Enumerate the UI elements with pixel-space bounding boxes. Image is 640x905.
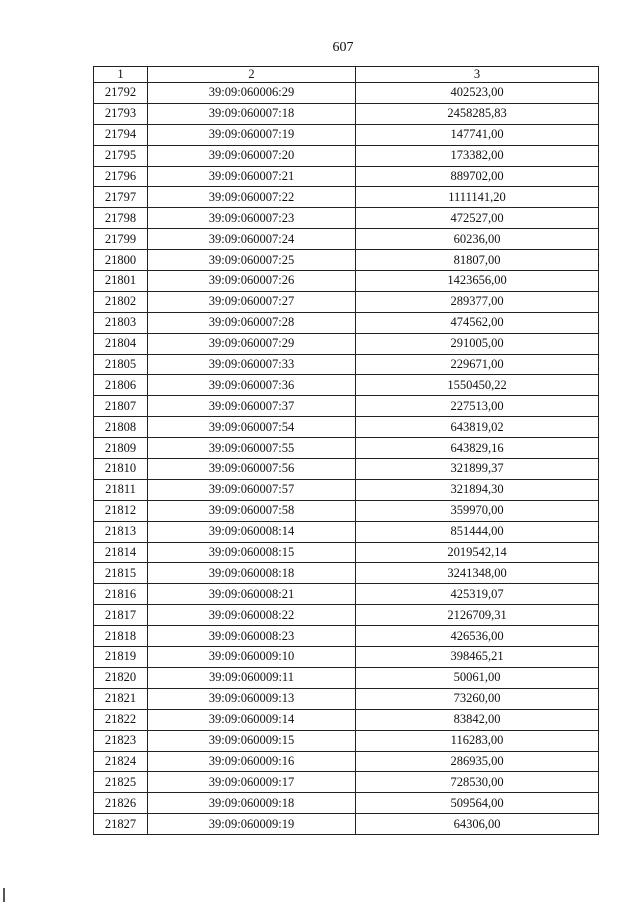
- table-row: [94, 333, 599, 354]
- value-cell: 116283,00: [356, 730, 599, 751]
- row-number-cell: 21805: [94, 354, 148, 375]
- value-cell: 2126709,31: [356, 605, 599, 626]
- cadastral-number-cell: 39:09:060009:13: [148, 688, 356, 709]
- cadastral-number-cell: 39:09:060007:19: [148, 124, 356, 145]
- cadastral-number-cell: 39:09:060008:21: [148, 584, 356, 605]
- value-cell: 3241348,00: [356, 563, 599, 584]
- value-cell: 398465,21: [356, 647, 599, 668]
- table-row: [94, 626, 599, 647]
- row-number-cell: 21803: [94, 312, 148, 333]
- cadastral-number-cell: 39:09:060009:14: [148, 709, 356, 730]
- table-row: [94, 417, 599, 438]
- value-cell: 229671,00: [356, 354, 599, 375]
- row-number-cell: 21827: [94, 814, 148, 835]
- table-row: [94, 500, 599, 521]
- table-row: [94, 814, 599, 835]
- cadastral-number-cell: 39:09:060007:36: [148, 375, 356, 396]
- table-row: [94, 584, 599, 605]
- value-cell: 643819,02: [356, 417, 599, 438]
- table-body: [94, 83, 599, 835]
- value-cell: 1423656,00: [356, 271, 599, 292]
- table-row: [94, 730, 599, 751]
- cadastral-number-cell: 39:09:060007:37: [148, 396, 356, 417]
- table-row: [94, 229, 599, 250]
- value-cell: 50061,00: [356, 667, 599, 688]
- value-cell: 359970,00: [356, 500, 599, 521]
- value-cell: 321894,30: [356, 479, 599, 500]
- table-row: [94, 312, 599, 333]
- table-row: [94, 83, 599, 104]
- table-row: [94, 751, 599, 772]
- table-row: [94, 271, 599, 292]
- table-row: [94, 124, 599, 145]
- row-number-cell: 21793: [94, 103, 148, 124]
- table-row: [94, 647, 599, 668]
- table-row: [94, 688, 599, 709]
- cadastral-number-cell: 39:09:060007:58: [148, 500, 356, 521]
- cadastral-number-cell: 39:09:060007:18: [148, 103, 356, 124]
- cadastral-number-cell: 39:09:060007:24: [148, 229, 356, 250]
- row-number-cell: 21826: [94, 793, 148, 814]
- table-row: [94, 605, 599, 626]
- row-number-cell: 21792: [94, 83, 148, 104]
- value-cell: 851444,00: [356, 521, 599, 542]
- table-row: [94, 375, 599, 396]
- row-number-cell: 21816: [94, 584, 148, 605]
- row-number-cell: 21815: [94, 563, 148, 584]
- cadastral-number-cell: 39:09:060007:22: [148, 187, 356, 208]
- value-cell: 64306,00: [356, 814, 599, 835]
- value-cell: 425319,07: [356, 584, 599, 605]
- table-row: [94, 291, 599, 312]
- cadastral-number-cell: 39:09:060008:23: [148, 626, 356, 647]
- cadastral-number-cell: 39:09:060009:11: [148, 667, 356, 688]
- row-number-cell: 21797: [94, 187, 148, 208]
- table-row: [94, 667, 599, 688]
- column-header-2: 2: [148, 67, 356, 83]
- row-number-cell: 21818: [94, 626, 148, 647]
- value-cell: 73260,00: [356, 688, 599, 709]
- value-cell: 291005,00: [356, 333, 599, 354]
- cadastral-number-cell: 39:09:060009:15: [148, 730, 356, 751]
- value-cell: 509564,00: [356, 793, 599, 814]
- table-row: [94, 521, 599, 542]
- value-cell: 2019542,14: [356, 542, 599, 563]
- column-header-1: 1: [94, 67, 148, 83]
- row-number-cell: 21808: [94, 417, 148, 438]
- row-number-cell: 21813: [94, 521, 148, 542]
- value-cell: 2458285,83: [356, 103, 599, 124]
- row-number-cell: 21821: [94, 688, 148, 709]
- value-cell: 728530,00: [356, 772, 599, 793]
- cadastral-number-cell: 39:09:060007:21: [148, 166, 356, 187]
- cadastral-number-cell: 39:09:060007:54: [148, 417, 356, 438]
- table-header-row: [94, 67, 599, 83]
- column-header-3: 3: [356, 67, 599, 83]
- cadastral-number-cell: 39:09:060007:55: [148, 438, 356, 459]
- table-row: [94, 772, 599, 793]
- table-row: [94, 459, 599, 480]
- value-cell: 643829,16: [356, 438, 599, 459]
- cadastral-number-cell: 39:09:060009:19: [148, 814, 356, 835]
- row-number-cell: 21814: [94, 542, 148, 563]
- value-cell: 474562,00: [356, 312, 599, 333]
- value-cell: 286935,00: [356, 751, 599, 772]
- value-cell: 60236,00: [356, 229, 599, 250]
- value-cell: 889702,00: [356, 166, 599, 187]
- table-row: [94, 103, 599, 124]
- page-number: 607: [332, 40, 354, 55]
- row-number-cell: 21800: [94, 250, 148, 271]
- cadastral-number-cell: 39:09:060009:10: [148, 647, 356, 668]
- table-row: [94, 187, 599, 208]
- cadastral-number-cell: 39:09:060007:28: [148, 312, 356, 333]
- row-number-cell: 21799: [94, 229, 148, 250]
- value-cell: 289377,00: [356, 291, 599, 312]
- value-cell: 83842,00: [356, 709, 599, 730]
- table-row: [94, 542, 599, 563]
- row-number-cell: 21823: [94, 730, 148, 751]
- table-row: [94, 396, 599, 417]
- scan-edge-mark: [3, 888, 5, 902]
- row-number-cell: 21796: [94, 166, 148, 187]
- cadastral-number-cell: 39:09:060006:29: [148, 83, 356, 104]
- table-row: [94, 166, 599, 187]
- row-number-cell: 21798: [94, 208, 148, 229]
- row-number-cell: 21822: [94, 709, 148, 730]
- table-row: [94, 354, 599, 375]
- row-number-cell: 21820: [94, 667, 148, 688]
- value-cell: 472527,00: [356, 208, 599, 229]
- value-cell: 173382,00: [356, 145, 599, 166]
- cadastral-number-cell: 39:09:060007:20: [148, 145, 356, 166]
- cadastral-number-cell: 39:09:060009:16: [148, 751, 356, 772]
- cadastral-number-cell: 39:09:060007:23: [148, 208, 356, 229]
- table-row: [94, 208, 599, 229]
- row-number-cell: 21802: [94, 291, 148, 312]
- table-row: [94, 438, 599, 459]
- value-cell: 1111141,20: [356, 187, 599, 208]
- cadastral-number-cell: 39:09:060007:57: [148, 479, 356, 500]
- table-row: [94, 479, 599, 500]
- cadastral-number-cell: 39:09:060009:17: [148, 772, 356, 793]
- cadastral-number-cell: 39:09:060007:26: [148, 271, 356, 292]
- row-number-cell: 21810: [94, 459, 148, 480]
- value-cell: 402523,00: [356, 83, 599, 104]
- row-number-cell: 21804: [94, 333, 148, 354]
- cadastral-number-cell: 39:09:060007:33: [148, 354, 356, 375]
- cadastral-number-cell: 39:09:060007:56: [148, 459, 356, 480]
- table-row: [94, 250, 599, 271]
- row-number-cell: 21794: [94, 124, 148, 145]
- cadastral-number-cell: 39:09:060008:14: [148, 521, 356, 542]
- cadastral-number-cell: 39:09:060007:29: [148, 333, 356, 354]
- row-number-cell: 21801: [94, 271, 148, 292]
- value-cell: 81807,00: [356, 250, 599, 271]
- table-row: [94, 145, 599, 166]
- value-cell: 426536,00: [356, 626, 599, 647]
- row-number-cell: 21806: [94, 375, 148, 396]
- value-cell: 321899,37: [356, 459, 599, 480]
- cadastral-number-cell: 39:09:060008:22: [148, 605, 356, 626]
- row-number-cell: 21819: [94, 647, 148, 668]
- value-cell: 147741,00: [356, 124, 599, 145]
- cadastral-number-cell: 39:09:060009:18: [148, 793, 356, 814]
- cadastral-number-cell: 39:09:060007:25: [148, 250, 356, 271]
- row-number-cell: 21809: [94, 438, 148, 459]
- table-row: [94, 563, 599, 584]
- cadastral-number-cell: 39:09:060008:15: [148, 542, 356, 563]
- row-number-cell: 21824: [94, 751, 148, 772]
- registry-table: [93, 66, 599, 835]
- row-number-cell: 21795: [94, 145, 148, 166]
- row-number-cell: 21807: [94, 396, 148, 417]
- row-number-cell: 21825: [94, 772, 148, 793]
- cadastral-number-cell: 39:09:060007:27: [148, 291, 356, 312]
- table-row: [94, 709, 599, 730]
- row-number-cell: 21811: [94, 479, 148, 500]
- value-cell: 227513,00: [356, 396, 599, 417]
- table-row: [94, 793, 599, 814]
- cadastral-number-cell: 39:09:060008:18: [148, 563, 356, 584]
- value-cell: 1550450,22: [356, 375, 599, 396]
- row-number-cell: 21817: [94, 605, 148, 626]
- row-number-cell: 21812: [94, 500, 148, 521]
